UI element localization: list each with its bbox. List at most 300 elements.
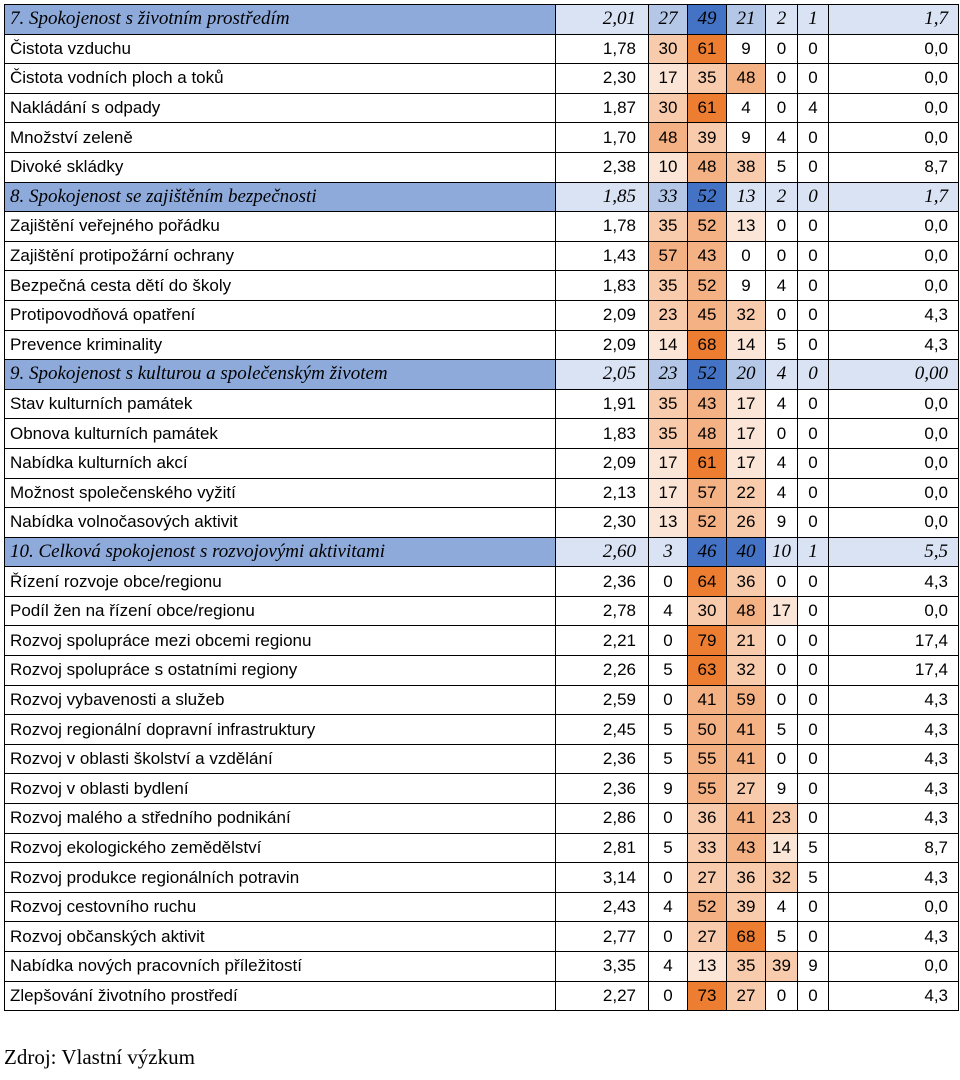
percent-cell-4: 0 bbox=[766, 567, 798, 597]
percent-cell-5: 0 bbox=[798, 182, 829, 212]
percent-cell-1: 0 bbox=[649, 567, 688, 597]
table-row bbox=[5, 626, 959, 656]
mean-score: 3,35 bbox=[556, 952, 649, 982]
no-answer-percent: 0,0 bbox=[829, 93, 959, 123]
no-answer-percent: 4,3 bbox=[829, 922, 959, 952]
percent-cell-2: 50 bbox=[688, 715, 727, 745]
percent-cell-1: 0 bbox=[649, 626, 688, 656]
percent-cell-4: 14 bbox=[766, 833, 798, 863]
percent-cell-1: 27 bbox=[649, 5, 688, 35]
percent-cell-3: 32 bbox=[727, 300, 766, 330]
percent-cell-5: 4 bbox=[798, 93, 829, 123]
percent-cell-2: 55 bbox=[688, 774, 727, 804]
table-row bbox=[5, 241, 959, 271]
no-answer-percent: 0,0 bbox=[829, 952, 959, 982]
percent-cell-4: 32 bbox=[766, 863, 798, 893]
no-answer-percent: 4,3 bbox=[829, 715, 959, 745]
percent-cell-1: 33 bbox=[649, 182, 688, 212]
table-row bbox=[5, 596, 959, 626]
percent-cell-3: 35 bbox=[727, 952, 766, 982]
row-label: Množství zeleně bbox=[5, 123, 556, 153]
percent-cell-3: 14 bbox=[727, 330, 766, 360]
no-answer-percent: 4,3 bbox=[829, 774, 959, 804]
no-answer-percent: 0,0 bbox=[829, 596, 959, 626]
mean-score: 2,36 bbox=[556, 567, 649, 597]
no-answer-percent: 0,0 bbox=[829, 64, 959, 94]
percent-cell-4: 5 bbox=[766, 152, 798, 182]
percent-cell-1: 5 bbox=[649, 833, 688, 863]
no-answer-percent: 1,7 bbox=[829, 182, 959, 212]
percent-cell-2: 13 bbox=[688, 952, 727, 982]
percent-cell-1: 30 bbox=[649, 34, 688, 64]
row-label: Nakládání s odpady bbox=[5, 93, 556, 123]
percent-cell-5: 1 bbox=[798, 537, 829, 567]
no-answer-percent: 0,0 bbox=[829, 389, 959, 419]
percent-cell-5: 1 bbox=[798, 5, 829, 35]
percent-cell-3: 38 bbox=[727, 152, 766, 182]
row-label: 8. Spokojenost se zajištěním bezpečnosti bbox=[5, 182, 556, 212]
percent-cell-3: 27 bbox=[727, 774, 766, 804]
row-label: Řízení rozvoje obce/regionu bbox=[5, 567, 556, 597]
percent-cell-4: 0 bbox=[766, 300, 798, 330]
row-label: Rozvoj občanských aktivit bbox=[5, 922, 556, 952]
percent-cell-2: 73 bbox=[688, 981, 727, 1011]
no-answer-percent: 0,0 bbox=[829, 478, 959, 508]
percent-cell-2: 68 bbox=[688, 330, 727, 360]
percent-cell-1: 17 bbox=[649, 448, 688, 478]
percent-cell-3: 26 bbox=[727, 508, 766, 538]
mean-score: 1,78 bbox=[556, 34, 649, 64]
percent-cell-4: 17 bbox=[766, 596, 798, 626]
no-answer-percent: 0,0 bbox=[829, 123, 959, 153]
row-label: Rozvoj spolupráce s ostatními regiony bbox=[5, 656, 556, 686]
mean-score: 2,30 bbox=[556, 508, 649, 538]
percent-cell-5: 5 bbox=[798, 833, 829, 863]
table-row bbox=[5, 804, 959, 834]
percent-cell-4: 0 bbox=[766, 34, 798, 64]
table-row bbox=[5, 715, 959, 745]
percent-cell-3: 32 bbox=[727, 656, 766, 686]
mean-score: 2,05 bbox=[556, 360, 649, 390]
percent-cell-5: 0 bbox=[798, 360, 829, 390]
percent-cell-3: 41 bbox=[727, 715, 766, 745]
mean-score: 2,09 bbox=[556, 448, 649, 478]
percent-cell-2: 27 bbox=[688, 922, 727, 952]
table-row bbox=[5, 93, 959, 123]
mean-score: 2,13 bbox=[556, 478, 649, 508]
percent-cell-5: 0 bbox=[798, 774, 829, 804]
percent-cell-3: 48 bbox=[727, 596, 766, 626]
percent-cell-4: 10 bbox=[766, 537, 798, 567]
percent-cell-2: 39 bbox=[688, 123, 727, 153]
percent-cell-1: 13 bbox=[649, 508, 688, 538]
percent-cell-1: 5 bbox=[649, 715, 688, 745]
percent-cell-2: 48 bbox=[688, 419, 727, 449]
row-label: Čistota vodních ploch a toků bbox=[5, 64, 556, 94]
percent-cell-3: 20 bbox=[727, 360, 766, 390]
no-answer-percent: 0,0 bbox=[829, 271, 959, 301]
percent-cell-1: 5 bbox=[649, 744, 688, 774]
percent-cell-2: 57 bbox=[688, 478, 727, 508]
row-label: Rozvoj v oblasti bydlení bbox=[5, 774, 556, 804]
percent-cell-3: 48 bbox=[727, 64, 766, 94]
mean-score: 2,09 bbox=[556, 300, 649, 330]
percent-cell-5: 0 bbox=[798, 419, 829, 449]
row-label: Rozvoj ekologického zemědělství bbox=[5, 833, 556, 863]
mean-score: 2,59 bbox=[556, 685, 649, 715]
percent-cell-3: 36 bbox=[727, 567, 766, 597]
mean-score: 1,87 bbox=[556, 93, 649, 123]
no-answer-percent: 4,3 bbox=[829, 300, 959, 330]
percent-cell-2: 30 bbox=[688, 596, 727, 626]
percent-cell-2: 61 bbox=[688, 93, 727, 123]
table-row bbox=[5, 64, 959, 94]
percent-cell-5: 0 bbox=[798, 804, 829, 834]
percent-cell-3: 0 bbox=[727, 241, 766, 271]
table-row bbox=[5, 952, 959, 982]
no-answer-percent: 4,3 bbox=[829, 330, 959, 360]
percent-cell-4: 4 bbox=[766, 271, 798, 301]
table-row bbox=[5, 152, 959, 182]
percent-cell-1: 35 bbox=[649, 271, 688, 301]
source-note: Zdroj: Vlastní výzkum bbox=[4, 1045, 195, 1069]
percent-cell-5: 0 bbox=[798, 892, 829, 922]
table-row bbox=[5, 123, 959, 153]
percent-cell-4: 4 bbox=[766, 892, 798, 922]
percent-cell-4: 0 bbox=[766, 241, 798, 271]
percent-cell-3: 41 bbox=[727, 744, 766, 774]
percent-cell-1: 10 bbox=[649, 152, 688, 182]
percent-cell-2: 61 bbox=[688, 34, 727, 64]
percent-cell-4: 0 bbox=[766, 626, 798, 656]
no-answer-percent: 8,7 bbox=[829, 152, 959, 182]
percent-cell-1: 0 bbox=[649, 804, 688, 834]
no-answer-percent: 17,4 bbox=[829, 626, 959, 656]
percent-cell-3: 21 bbox=[727, 626, 766, 656]
table-body bbox=[5, 5, 959, 1011]
row-label: Rozvoj cestovního ruchu bbox=[5, 892, 556, 922]
mean-score: 2,81 bbox=[556, 833, 649, 863]
percent-cell-5: 0 bbox=[798, 300, 829, 330]
no-answer-percent: 4,3 bbox=[829, 567, 959, 597]
percent-cell-5: 0 bbox=[798, 448, 829, 478]
percent-cell-3: 68 bbox=[727, 922, 766, 952]
table-row bbox=[5, 567, 959, 597]
satisfaction-table bbox=[4, 4, 959, 1011]
percent-cell-1: 5 bbox=[649, 656, 688, 686]
percent-cell-4: 0 bbox=[766, 685, 798, 715]
percent-cell-4: 4 bbox=[766, 123, 798, 153]
percent-cell-1: 17 bbox=[649, 64, 688, 94]
mean-score: 2,09 bbox=[556, 330, 649, 360]
mean-score: 2,78 bbox=[556, 596, 649, 626]
percent-cell-2: 52 bbox=[688, 360, 727, 390]
percent-cell-4: 0 bbox=[766, 981, 798, 1011]
percent-cell-5: 0 bbox=[798, 241, 829, 271]
percent-cell-3: 13 bbox=[727, 182, 766, 212]
table-row bbox=[5, 300, 959, 330]
no-answer-percent: 1,7 bbox=[829, 5, 959, 35]
mean-score: 2,36 bbox=[556, 774, 649, 804]
row-label: Rozvoj malého a středního podnikání bbox=[5, 804, 556, 834]
percent-cell-4: 0 bbox=[766, 656, 798, 686]
percent-cell-4: 9 bbox=[766, 774, 798, 804]
mean-score: 2,01 bbox=[556, 5, 649, 35]
table-row bbox=[5, 271, 959, 301]
percent-cell-5: 0 bbox=[798, 478, 829, 508]
mean-score: 1,85 bbox=[556, 182, 649, 212]
percent-cell-2: 52 bbox=[688, 182, 727, 212]
percent-cell-4: 0 bbox=[766, 93, 798, 123]
no-answer-percent: 0,0 bbox=[829, 419, 959, 449]
mean-score: 2,60 bbox=[556, 537, 649, 567]
percent-cell-3: 41 bbox=[727, 804, 766, 834]
percent-cell-4: 2 bbox=[766, 182, 798, 212]
percent-cell-4: 5 bbox=[766, 715, 798, 745]
percent-cell-3: 22 bbox=[727, 478, 766, 508]
percent-cell-3: 43 bbox=[727, 833, 766, 863]
percent-cell-1: 23 bbox=[649, 360, 688, 390]
percent-cell-1: 0 bbox=[649, 922, 688, 952]
row-label: Rozvoj v oblasti školství a vzdělání bbox=[5, 744, 556, 774]
percent-cell-5: 0 bbox=[798, 567, 829, 597]
no-answer-percent: 0,00 bbox=[829, 360, 959, 390]
mean-score: 1,70 bbox=[556, 123, 649, 153]
percent-cell-5: 0 bbox=[798, 330, 829, 360]
table-row bbox=[5, 744, 959, 774]
mean-score: 1,83 bbox=[556, 419, 649, 449]
percent-cell-5: 0 bbox=[798, 626, 829, 656]
percent-cell-3: 17 bbox=[727, 448, 766, 478]
section-header-row bbox=[5, 5, 959, 35]
percent-cell-5: 0 bbox=[798, 685, 829, 715]
percent-cell-4: 4 bbox=[766, 478, 798, 508]
percent-cell-4: 23 bbox=[766, 804, 798, 834]
no-answer-percent: 17,4 bbox=[829, 656, 959, 686]
percent-cell-1: 4 bbox=[649, 596, 688, 626]
percent-cell-2: 79 bbox=[688, 626, 727, 656]
percent-cell-3: 59 bbox=[727, 685, 766, 715]
percent-cell-5: 0 bbox=[798, 389, 829, 419]
percent-cell-1: 23 bbox=[649, 300, 688, 330]
percent-cell-2: 27 bbox=[688, 863, 727, 893]
no-answer-percent: 4,3 bbox=[829, 981, 959, 1011]
percent-cell-4: 0 bbox=[766, 64, 798, 94]
mean-score: 2,36 bbox=[556, 744, 649, 774]
percent-cell-1: 9 bbox=[649, 774, 688, 804]
row-label: Podíl žen na řízení obce/regionu bbox=[5, 596, 556, 626]
percent-cell-1: 35 bbox=[649, 389, 688, 419]
table-row bbox=[5, 656, 959, 686]
percent-cell-1: 4 bbox=[649, 892, 688, 922]
percent-cell-3: 9 bbox=[727, 271, 766, 301]
percent-cell-4: 2 bbox=[766, 5, 798, 35]
percent-cell-5: 9 bbox=[798, 952, 829, 982]
table-row bbox=[5, 389, 959, 419]
mean-score: 2,30 bbox=[556, 64, 649, 94]
percent-cell-2: 52 bbox=[688, 892, 727, 922]
percent-cell-4: 39 bbox=[766, 952, 798, 982]
table-row bbox=[5, 892, 959, 922]
percent-cell-3: 13 bbox=[727, 212, 766, 242]
row-label: Nabídka nových pracovních příležitostí bbox=[5, 952, 556, 982]
table-row bbox=[5, 448, 959, 478]
percent-cell-1: 0 bbox=[649, 863, 688, 893]
percent-cell-1: 17 bbox=[649, 478, 688, 508]
no-answer-percent: 4,3 bbox=[829, 744, 959, 774]
percent-cell-1: 35 bbox=[649, 419, 688, 449]
row-label: Rozvoj produkce regionálních potravin bbox=[5, 863, 556, 893]
row-label: 10. Celková spokojenost s rozvojovými aktivitami bbox=[5, 537, 556, 567]
mean-score: 1,43 bbox=[556, 241, 649, 271]
percent-cell-4: 0 bbox=[766, 419, 798, 449]
row-label: Nabídka volnočasových aktivit bbox=[5, 508, 556, 538]
no-answer-percent: 5,5 bbox=[829, 537, 959, 567]
row-label: Rozvoj vybavenosti a služeb bbox=[5, 685, 556, 715]
no-answer-percent: 8,7 bbox=[829, 833, 959, 863]
percent-cell-3: 9 bbox=[727, 123, 766, 153]
row-label: Rozvoj spolupráce mezi obcemi regionu bbox=[5, 626, 556, 656]
row-label: Zajištění protipožární ochrany bbox=[5, 241, 556, 271]
percent-cell-2: 46 bbox=[688, 537, 727, 567]
percent-cell-2: 61 bbox=[688, 448, 727, 478]
percent-cell-4: 4 bbox=[766, 360, 798, 390]
percent-cell-5: 0 bbox=[798, 744, 829, 774]
row-label: Stav kulturních památek bbox=[5, 389, 556, 419]
percent-cell-5: 0 bbox=[798, 981, 829, 1011]
percent-cell-1: 0 bbox=[649, 981, 688, 1011]
table-row bbox=[5, 685, 959, 715]
mean-score: 2,45 bbox=[556, 715, 649, 745]
percent-cell-1: 4 bbox=[649, 952, 688, 982]
percent-cell-1: 0 bbox=[649, 685, 688, 715]
table-row bbox=[5, 478, 959, 508]
percent-cell-5: 0 bbox=[798, 64, 829, 94]
no-answer-percent: 4,3 bbox=[829, 685, 959, 715]
percent-cell-5: 0 bbox=[798, 212, 829, 242]
percent-cell-3: 27 bbox=[727, 981, 766, 1011]
row-label: Bezpečná cesta dětí do školy bbox=[5, 271, 556, 301]
mean-score: 1,91 bbox=[556, 389, 649, 419]
mean-score: 2,77 bbox=[556, 922, 649, 952]
table-row bbox=[5, 774, 959, 804]
row-label: 9. Spokojenost s kulturou a společenským životem bbox=[5, 360, 556, 390]
table-row bbox=[5, 34, 959, 64]
table-row bbox=[5, 212, 959, 242]
percent-cell-5: 0 bbox=[798, 922, 829, 952]
mean-score: 1,83 bbox=[556, 271, 649, 301]
row-label: Prevence kriminality bbox=[5, 330, 556, 360]
row-label: Možnost společenského vyžití bbox=[5, 478, 556, 508]
percent-cell-2: 49 bbox=[688, 5, 727, 35]
percent-cell-2: 48 bbox=[688, 152, 727, 182]
percent-cell-5: 5 bbox=[798, 863, 829, 893]
no-answer-percent: 0,0 bbox=[829, 241, 959, 271]
no-answer-percent: 4,3 bbox=[829, 863, 959, 893]
percent-cell-2: 41 bbox=[688, 685, 727, 715]
percent-cell-2: 43 bbox=[688, 241, 727, 271]
percent-cell-5: 0 bbox=[798, 152, 829, 182]
table-row bbox=[5, 508, 959, 538]
mean-score: 1,78 bbox=[556, 212, 649, 242]
row-label: Zajištění veřejného pořádku bbox=[5, 212, 556, 242]
table-row bbox=[5, 419, 959, 449]
percent-cell-2: 33 bbox=[688, 833, 727, 863]
row-label: Zlepšování životního prostředí bbox=[5, 981, 556, 1011]
percent-cell-3: 40 bbox=[727, 537, 766, 567]
percent-cell-2: 52 bbox=[688, 508, 727, 538]
percent-cell-3: 36 bbox=[727, 863, 766, 893]
percent-cell-4: 4 bbox=[766, 448, 798, 478]
percent-cell-2: 45 bbox=[688, 300, 727, 330]
table-row bbox=[5, 833, 959, 863]
no-answer-percent: 0,0 bbox=[829, 212, 959, 242]
percent-cell-4: 5 bbox=[766, 922, 798, 952]
percent-cell-5: 0 bbox=[798, 34, 829, 64]
no-answer-percent: 0,0 bbox=[829, 34, 959, 64]
mean-score: 2,27 bbox=[556, 981, 649, 1011]
percent-cell-3: 9 bbox=[727, 34, 766, 64]
percent-cell-4: 0 bbox=[766, 744, 798, 774]
percent-cell-2: 36 bbox=[688, 804, 727, 834]
row-label: Protipovodňová opatření bbox=[5, 300, 556, 330]
percent-cell-3: 39 bbox=[727, 892, 766, 922]
mean-score: 2,26 bbox=[556, 656, 649, 686]
percent-cell-3: 17 bbox=[727, 419, 766, 449]
row-label: Čistota vzduchu bbox=[5, 34, 556, 64]
percent-cell-2: 63 bbox=[688, 656, 727, 686]
table-row bbox=[5, 863, 959, 893]
percent-cell-2: 35 bbox=[688, 64, 727, 94]
row-label: Obnova kulturních památek bbox=[5, 419, 556, 449]
percent-cell-5: 0 bbox=[798, 271, 829, 301]
percent-cell-1: 14 bbox=[649, 330, 688, 360]
percent-cell-1: 30 bbox=[649, 93, 688, 123]
mean-score: 3,14 bbox=[556, 863, 649, 893]
section-header-row bbox=[5, 182, 959, 212]
percent-cell-4: 9 bbox=[766, 508, 798, 538]
percent-cell-5: 0 bbox=[798, 715, 829, 745]
percent-cell-2: 52 bbox=[688, 212, 727, 242]
section-header-row bbox=[5, 360, 959, 390]
percent-cell-5: 0 bbox=[798, 508, 829, 538]
percent-cell-1: 35 bbox=[649, 212, 688, 242]
no-answer-percent: 0,0 bbox=[829, 448, 959, 478]
percent-cell-1: 48 bbox=[649, 123, 688, 153]
percent-cell-3: 17 bbox=[727, 389, 766, 419]
mean-score: 2,21 bbox=[556, 626, 649, 656]
row-label: Nabídka kulturních akcí bbox=[5, 448, 556, 478]
percent-cell-3: 4 bbox=[727, 93, 766, 123]
percent-cell-5: 0 bbox=[798, 123, 829, 153]
row-label: Rozvoj regionální dopravní infrastruktury bbox=[5, 715, 556, 745]
row-label: 7. Spokojenost s životním prostředím bbox=[5, 5, 556, 35]
percent-cell-5: 0 bbox=[798, 596, 829, 626]
mean-score: 2,43 bbox=[556, 892, 649, 922]
table-row bbox=[5, 922, 959, 952]
percent-cell-2: 55 bbox=[688, 744, 727, 774]
no-answer-percent: 0,0 bbox=[829, 508, 959, 538]
percent-cell-4: 4 bbox=[766, 389, 798, 419]
percent-cell-2: 43 bbox=[688, 389, 727, 419]
percent-cell-3: 21 bbox=[727, 5, 766, 35]
percent-cell-4: 5 bbox=[766, 330, 798, 360]
percent-cell-2: 64 bbox=[688, 567, 727, 597]
percent-cell-5: 0 bbox=[798, 656, 829, 686]
mean-score: 2,86 bbox=[556, 804, 649, 834]
table-row bbox=[5, 330, 959, 360]
section-header-row bbox=[5, 537, 959, 567]
